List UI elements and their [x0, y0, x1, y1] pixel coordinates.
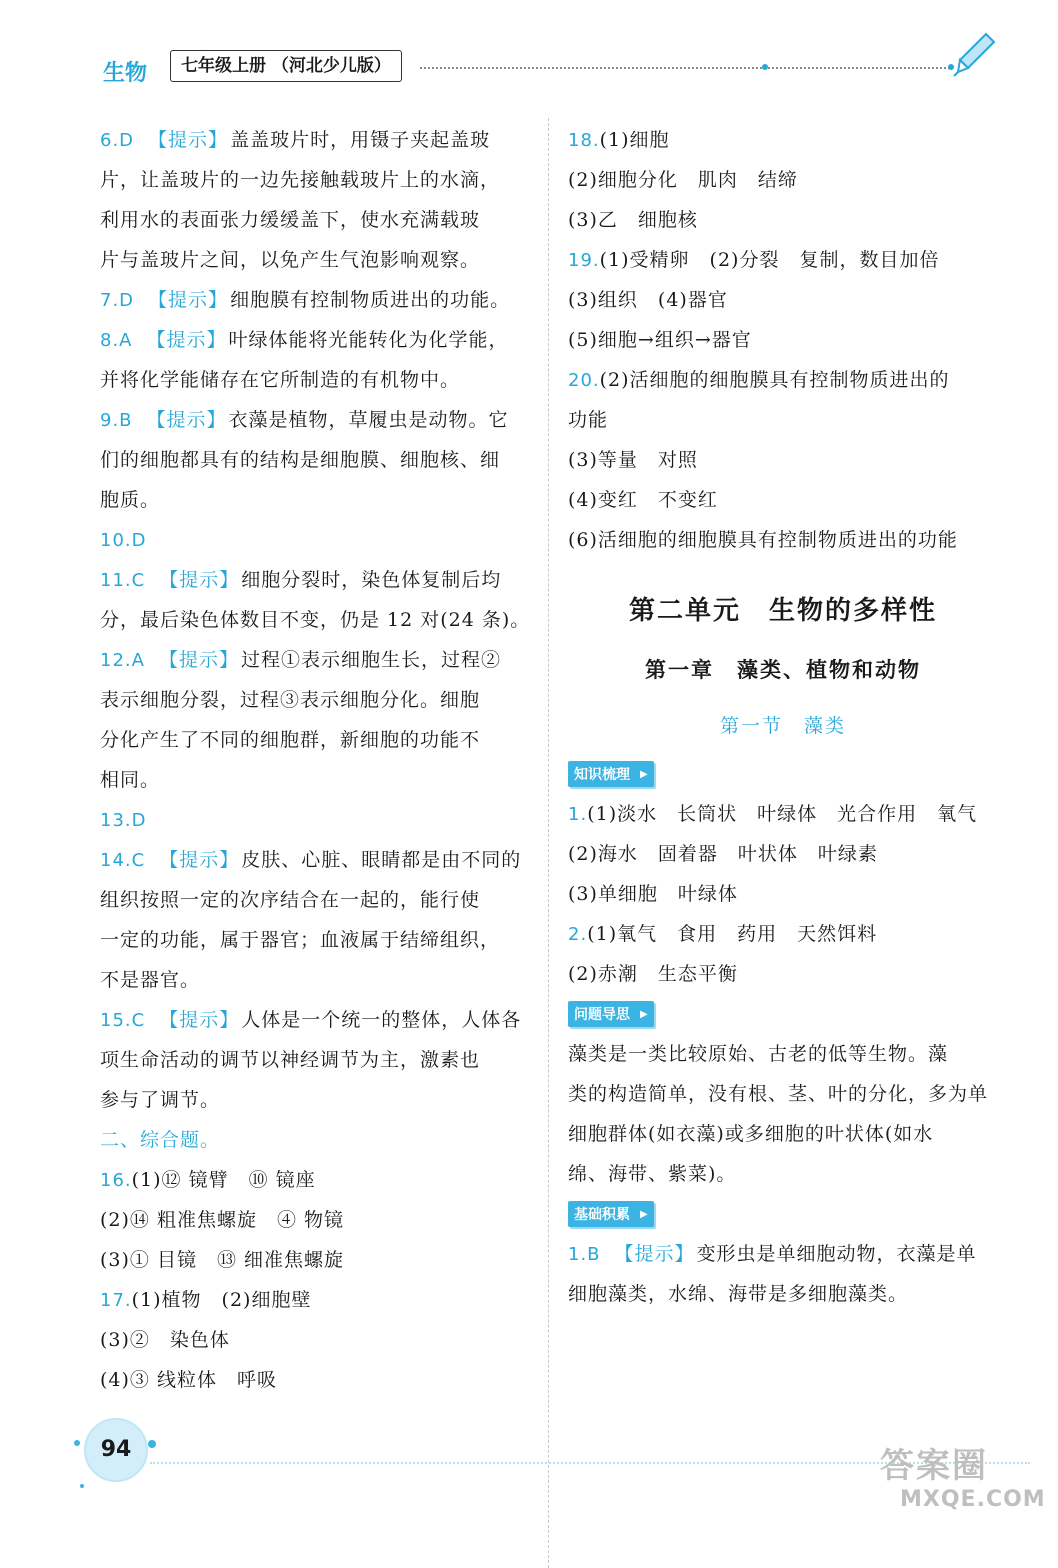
text-line: [100, 880, 530, 920]
text-segment: (2)活细胞的细胞膜具有控制物质进出的: [599, 369, 950, 391]
hint-label: 【提示】: [148, 289, 229, 311]
text-line: [568, 794, 998, 834]
text-segment: 细胞膜有控制物质进出的功能。: [230, 289, 511, 311]
answer-list-right: [568, 120, 998, 560]
text-line: [100, 760, 530, 800]
unit-title: 第二单元 生物的多样性: [628, 596, 937, 626]
item-number: 6.D: [100, 130, 135, 151]
text-segment: 分，最后染色体数目不变，仍是 12 对(24 条)。: [100, 609, 531, 631]
footer-dot: [80, 1484, 84, 1488]
page-footer: [0, 1400, 1058, 1536]
text-segment: 人体是一个统一的整体，人体各: [241, 1009, 522, 1031]
text-line: [568, 360, 998, 400]
chapter-title: 第一章 藻类、植物和动物: [645, 658, 921, 682]
text-line: [568, 120, 998, 160]
text-line: [100, 920, 530, 960]
text-line: [100, 1240, 530, 1280]
text-segment: 变形虫是单细胞动物，衣藻是单: [696, 1243, 977, 1265]
text-segment: (1)⑫ 镜臂 ⑩ 镜座: [131, 1169, 316, 1191]
text-segment: 细胞群体(如衣藻)或多细胞的叶状体(如水: [568, 1123, 934, 1145]
text-line: [100, 560, 530, 600]
watermark-logo: [880, 1438, 1050, 1528]
text-segment: (3)① 目镜 ⑬ 细准焦螺旋: [100, 1249, 344, 1271]
footer-dot: [148, 1440, 156, 1448]
text-line: [100, 640, 530, 680]
text-line: [568, 160, 998, 200]
watermark-bottom: MXQE.COM: [900, 1487, 1046, 1512]
text-segment: 叶绿体能将光能转化为化学能，: [228, 329, 509, 351]
question-tag: [568, 1001, 654, 1027]
item-number: 11.C: [100, 570, 146, 591]
knowledge-tag: [568, 761, 654, 787]
pen-icon: [950, 30, 998, 80]
text-line: [568, 874, 998, 914]
text-segment: 胞质。: [100, 489, 161, 511]
item-number: 18.: [568, 130, 600, 151]
question-text: [568, 1034, 998, 1194]
text-segment: 绵、海带、紫菜)。: [568, 1163, 737, 1185]
text-segment: 利用水的表面张力缓缓盖下，使水充满载玻: [100, 209, 481, 231]
item-number: 12.A: [100, 650, 145, 671]
text-segment: 类的构造简单，没有根、茎、叶的分化，多为单: [568, 1083, 989, 1105]
text-segment: 功能: [568, 409, 609, 431]
text-line: [568, 320, 998, 360]
text-segment: (4)变红 不变红: [568, 489, 718, 511]
text-line: [568, 954, 998, 994]
item-number: 14.C: [100, 850, 146, 871]
text-segment: 分化产生了不同的细胞群，新细胞的功能不: [100, 729, 481, 751]
text-line: [100, 280, 530, 320]
text-line: [568, 480, 998, 520]
text-segment: 片，让盖玻片的一边先接触载玻片上的水滴，: [100, 169, 501, 191]
text-line: [100, 480, 530, 520]
text-line: [568, 440, 998, 480]
text-segment: (3)单细胞 叶绿体: [568, 883, 738, 905]
footer-dot: [74, 1440, 80, 1446]
text-line: [100, 600, 530, 640]
text-line: [100, 320, 530, 360]
text-line: [568, 1154, 998, 1194]
text-line: [100, 120, 530, 160]
text-line: [568, 280, 998, 320]
item-number: 19.: [568, 250, 600, 271]
right-column: [568, 120, 998, 1314]
text-segment: (3)等量 对照: [568, 449, 698, 471]
item-number: 7.D: [100, 290, 135, 311]
text-segment: 表示细胞分裂，过程③表示细胞分化。细胞: [100, 689, 481, 711]
text-line: [100, 680, 530, 720]
column-divider: [548, 118, 549, 1568]
hint-label: 【提示】: [159, 1009, 240, 1031]
text-line: [100, 1000, 530, 1040]
header-dotted-line: [420, 67, 950, 69]
hint-label: 【提示】: [159, 569, 240, 591]
text-segment: 盖盖玻片时，用镊子夹起盖玻: [230, 129, 491, 151]
text-line: [100, 200, 530, 240]
hint-label: 【提示】: [146, 329, 227, 351]
text-line: [100, 1120, 530, 1160]
text-segment: 不是器官。: [100, 969, 201, 991]
text-line: [568, 400, 998, 440]
text-line: [100, 520, 530, 560]
hint-label: 【提示】: [146, 409, 227, 431]
text-segment: (2)赤潮 生态平衡: [568, 963, 738, 985]
text-line: [100, 1200, 530, 1240]
text-line: [100, 840, 530, 880]
text-line: [568, 520, 998, 560]
question-tag-label: 问题导思: [574, 1007, 630, 1023]
item-number: 16.: [100, 1170, 132, 1191]
section-title: 第一节 藻类: [719, 715, 846, 737]
text-segment: (3)② 染色体: [100, 1329, 230, 1351]
text-line: [100, 1320, 530, 1360]
text-line: [100, 1280, 530, 1320]
text-segment: 相同。: [100, 769, 161, 791]
text-segment: (1)植物 (2)细胞壁: [131, 1289, 312, 1311]
text-segment: 藻类是一类比较原始、古老的低等生物。藻: [568, 1043, 949, 1065]
basic-tag-label: 基础积累: [574, 1207, 630, 1223]
play-arrow-icon: ▶: [640, 1208, 648, 1220]
item-number: 10.D: [100, 530, 147, 551]
header-dot: [762, 64, 768, 70]
text-segment: 皮肤、心脏、眼睛都是由不同的: [241, 849, 522, 871]
text-segment: (5)细胞→组织→器官: [568, 329, 752, 351]
text-line: [568, 1234, 998, 1274]
text-line: [100, 1160, 530, 1200]
item-number: 15.C: [100, 1010, 146, 1031]
text-segment: 项生命活动的调节以神经调节为主，激素也: [100, 1049, 481, 1071]
text-segment: (3)乙 细胞核: [568, 209, 698, 231]
text-segment: (1)氧气 食用 药用 天然饵料: [587, 923, 878, 945]
hint-label: 【提示】: [159, 849, 240, 871]
text-line: [568, 1074, 998, 1114]
item-number: 20.: [568, 370, 600, 391]
item-number: 9.B: [100, 410, 133, 431]
text-line: [100, 160, 530, 200]
answer-list-left: [100, 120, 530, 1400]
text-line: [100, 800, 530, 840]
page-header: [0, 0, 1058, 100]
section-heading: 二、综合题。: [100, 1129, 221, 1151]
item-number: 8.A: [100, 330, 133, 351]
text-segment: 参与了调节。: [100, 1089, 221, 1111]
knowledge-tag-label: 知识梳理: [574, 767, 630, 783]
text-segment: 一定的功能，属于器官；血液属于结缔组织，: [100, 929, 501, 951]
text-line: [100, 720, 530, 760]
text-line: [100, 400, 530, 440]
text-line: [568, 834, 998, 874]
text-line: [100, 440, 530, 480]
basic-tag: [568, 1201, 654, 1227]
text-line: [100, 1360, 530, 1400]
text-segment: 片与盖玻片之间，以免产生气泡影响观察。: [100, 249, 481, 271]
text-segment: (6)活细胞的细胞膜具有控制物质进出的功能: [568, 529, 958, 551]
basic-list: [568, 1234, 998, 1314]
hint-label: 【提示】: [614, 1243, 695, 1265]
hint-label: 【提示】: [158, 649, 239, 671]
grade-label: 七年级上册 （河北少儿版）: [170, 50, 402, 82]
text-segment: (1)细胞: [599, 129, 670, 151]
text-segment: 过程①表示细胞生长，过程②: [240, 649, 501, 671]
item-number: 17.: [100, 1290, 132, 1311]
knowledge-list: [568, 794, 998, 994]
play-arrow-icon: ▶: [640, 1008, 648, 1020]
text-segment: 衣藻是植物，草履虫是动物。它: [228, 409, 509, 431]
text-segment: (4)③ 线粒体 呼吸: [100, 1369, 277, 1391]
text-segment: 并将化学能储存在它所制造的有机物中。: [100, 369, 461, 391]
text-segment: (2)海水 固着器 叶状体 叶绿素: [568, 843, 878, 865]
hint-label: 【提示】: [148, 129, 229, 151]
text-line: [568, 240, 998, 280]
text-line: [568, 914, 998, 954]
text-line: [100, 960, 530, 1000]
text-line: [568, 1034, 998, 1074]
text-segment: (1)淡水 长筒状 叶绿体 光合作用 氧气: [587, 803, 978, 825]
watermark-top: 答案圈: [880, 1446, 988, 1486]
text-line: [568, 1114, 998, 1154]
text-line: [100, 1080, 530, 1120]
text-line: [568, 1274, 998, 1314]
item-number: 1.B: [568, 1244, 601, 1265]
text-line: [100, 240, 530, 280]
text-segment: 们的细胞都具有的结构是细胞膜、细胞核、细: [100, 449, 501, 471]
text-segment: 细胞藻类，水绵、海带是多细胞藻类。: [568, 1283, 909, 1305]
subject-label: 生物: [103, 61, 148, 86]
text-segment: 细胞分裂时，染色体复制后均: [241, 569, 502, 591]
text-line: [100, 360, 530, 400]
item-number: 1.: [568, 804, 588, 825]
text-segment: (3)组织 (4)器官: [568, 289, 728, 311]
item-number: 2.: [568, 924, 588, 945]
play-arrow-icon: ▶: [640, 768, 648, 780]
text-segment: 组织按照一定的次序结合在一起的，能行使: [100, 889, 481, 911]
item-number: 13.D: [100, 810, 147, 831]
left-column: [100, 120, 530, 1400]
text-segment: (1)受精卵 (2)分裂 复制，数目加倍: [599, 249, 940, 271]
text-segment: (2)⑭ 粗准焦螺旋 ④ 物镜: [100, 1209, 344, 1231]
text-line: [100, 1040, 530, 1080]
text-line: [568, 200, 998, 240]
text-segment: (2)细胞分化 肌肉 结缔: [568, 169, 798, 191]
page-number: 94: [84, 1418, 148, 1482]
